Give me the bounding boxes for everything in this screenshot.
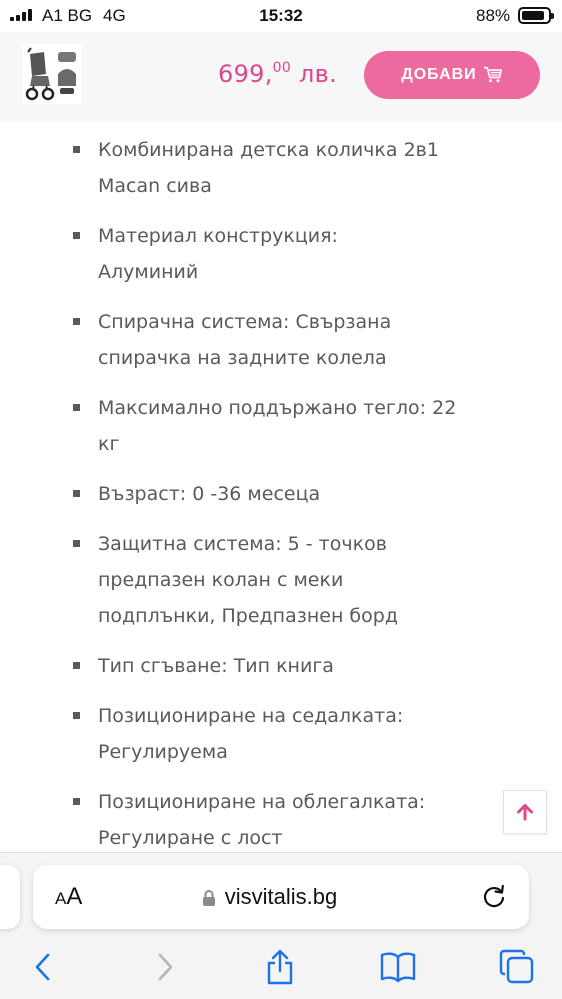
back-button[interactable] bbox=[23, 947, 63, 987]
spec-line: Регулиране с лост bbox=[98, 827, 283, 849]
bullet-icon bbox=[73, 232, 80, 239]
network-type: 4G bbox=[103, 6, 126, 25]
spec-line: Максимално поддържано тегло: 22 bbox=[98, 397, 457, 419]
tabs-icon bbox=[499, 949, 535, 985]
bullet-icon bbox=[73, 662, 80, 669]
bullet-icon bbox=[73, 798, 80, 805]
spec-line: Позициониране на седалката: bbox=[98, 705, 404, 727]
product-specs-list bbox=[0, 122, 562, 852]
spec-line: Регулируема bbox=[98, 741, 228, 763]
forward-button[interactable] bbox=[145, 947, 185, 987]
spec-item bbox=[98, 784, 518, 852]
url-text: visvitalis.bg bbox=[224, 884, 338, 909]
spec-item bbox=[98, 132, 518, 204]
spec-item bbox=[98, 304, 518, 376]
product-price bbox=[218, 60, 337, 88]
product-thumbnail[interactable] bbox=[22, 44, 82, 104]
spec-line: подплънки, Предпазнен борд bbox=[98, 605, 398, 627]
browser-toolbar bbox=[0, 947, 562, 987]
product-sticky-header bbox=[0, 32, 562, 122]
chevron-right-icon bbox=[155, 952, 175, 982]
spec-item bbox=[98, 526, 518, 634]
battery-percent: 88% bbox=[476, 6, 511, 25]
battery-icon bbox=[518, 7, 551, 24]
bullet-icon bbox=[73, 490, 80, 497]
book-icon bbox=[379, 951, 417, 983]
reload-icon[interactable] bbox=[481, 884, 507, 910]
spec-line: Macan сива bbox=[98, 175, 212, 197]
browser-bottom-bar bbox=[0, 852, 562, 999]
spec-line: Защитна система: 5 - точков bbox=[98, 533, 387, 555]
clock: 15:32 bbox=[259, 6, 303, 25]
text-size-large: A bbox=[66, 883, 83, 910]
spec-line: Позициониране на облегалката: bbox=[98, 791, 426, 813]
spec-line: Комбинирана детска количка 2в1 bbox=[98, 139, 439, 161]
bullet-icon bbox=[73, 712, 80, 719]
status-bar bbox=[0, 0, 562, 32]
spec-item bbox=[98, 648, 518, 684]
spec-line: Алуминий bbox=[98, 261, 199, 283]
arrow-up-icon bbox=[515, 802, 535, 822]
cart-icon bbox=[483, 66, 503, 84]
previous-tab-peek[interactable] bbox=[0, 865, 20, 929]
spec-item bbox=[98, 698, 518, 770]
bullet-icon bbox=[73, 540, 80, 547]
spec-line: Тип сгъване: Тип книга bbox=[98, 655, 334, 677]
spec-item bbox=[98, 218, 518, 290]
text-size-small: A bbox=[55, 889, 67, 908]
carrier-name: A1 BG bbox=[42, 6, 93, 25]
chevron-left-icon bbox=[33, 952, 53, 982]
spec-line: предпазен колан с меки bbox=[98, 569, 344, 591]
spec-line: Спирачна система: Свързана bbox=[98, 311, 392, 333]
add-to-cart-button[interactable] bbox=[364, 51, 540, 99]
add-to-cart-label: ДОБАВИ bbox=[401, 66, 477, 83]
spec-item bbox=[98, 476, 518, 512]
price-decimals: 00 bbox=[272, 60, 292, 76]
spec-line: кг bbox=[98, 433, 120, 455]
share-icon bbox=[264, 949, 296, 985]
spec-item bbox=[98, 390, 518, 462]
spec-line: Материал конструкция: bbox=[98, 225, 338, 247]
bullet-icon bbox=[73, 146, 80, 153]
price-main: 699, bbox=[218, 60, 273, 88]
bullet-icon bbox=[73, 404, 80, 411]
spec-line: Възраст: 0 -36 месеца bbox=[98, 483, 321, 505]
address-bar[interactable] bbox=[33, 865, 529, 929]
tabs-button[interactable] bbox=[497, 947, 537, 987]
bookmarks-button[interactable] bbox=[378, 947, 418, 987]
price-currency: лв. bbox=[291, 60, 338, 88]
scroll-to-top-button[interactable] bbox=[503, 790, 547, 834]
bullet-icon bbox=[73, 318, 80, 325]
share-button[interactable] bbox=[260, 947, 300, 987]
spec-line: спирачка на задните колела bbox=[98, 347, 387, 369]
